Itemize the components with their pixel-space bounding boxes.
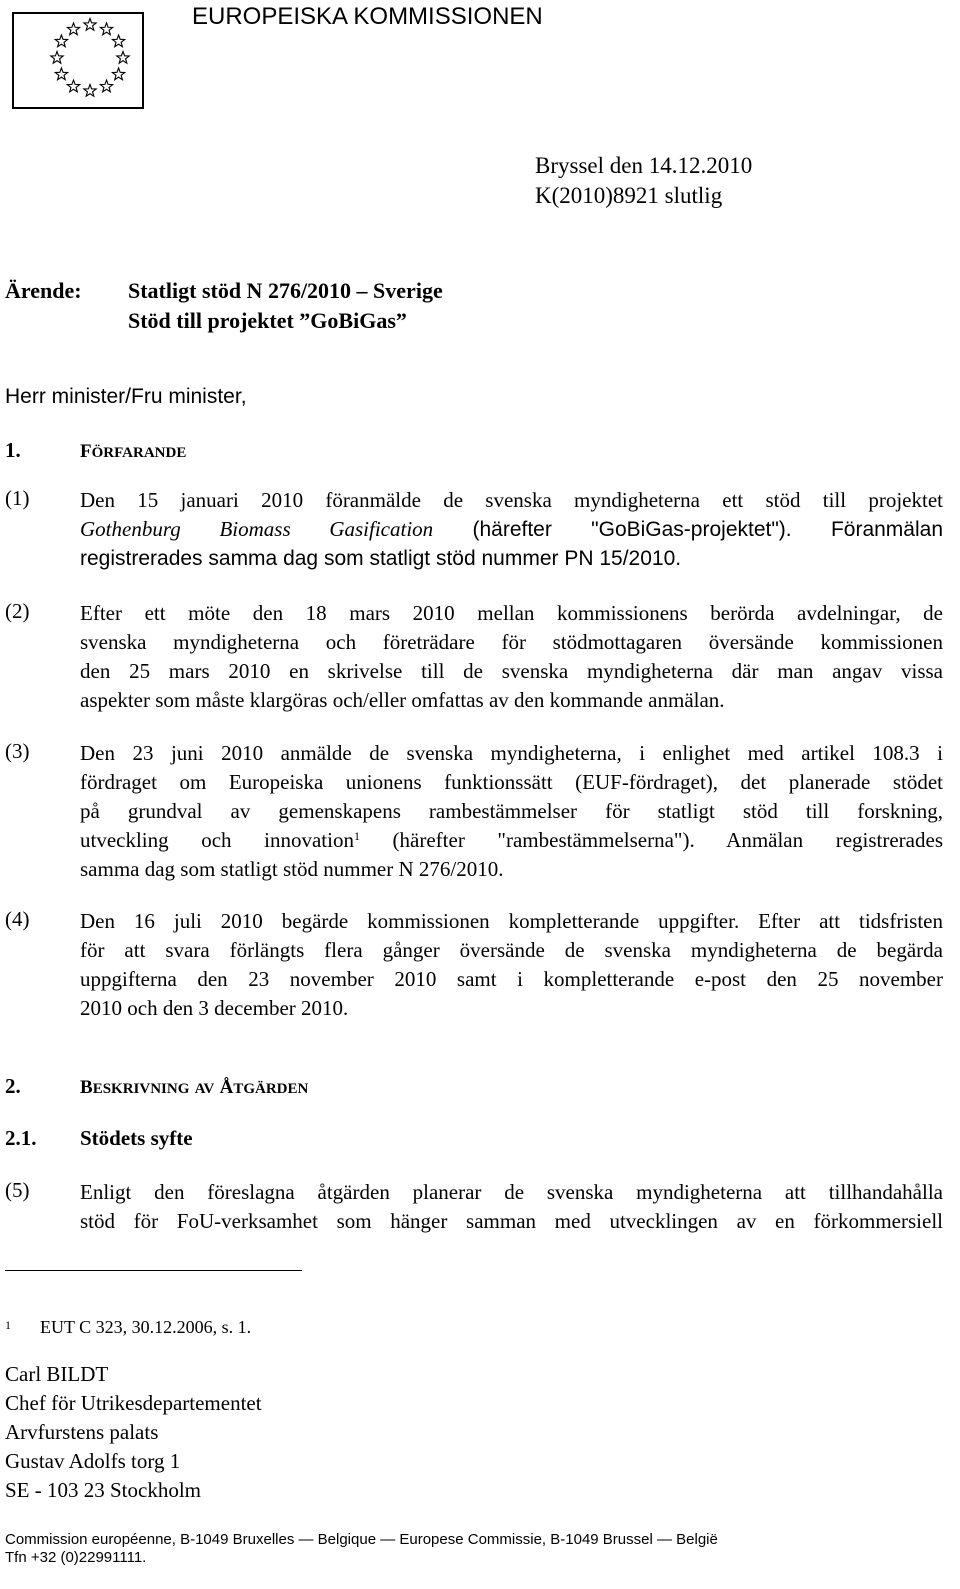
- footnote-ref: 1: [353, 829, 360, 843]
- section-1-heading: FÖRFARANDE: [80, 441, 187, 462]
- eu-stars-icon: [14, 14, 142, 107]
- eu-logo: [12, 12, 144, 109]
- institution-title: EUROPEISKA KOMMISSIONEN: [192, 3, 543, 30]
- star-icon: [67, 80, 79, 92]
- footnote-rule: [5, 1270, 302, 1271]
- address-line-4: Gustav Adolfs torg 1: [5, 1449, 181, 1473]
- star-icon: [112, 35, 124, 47]
- footer-address: Commission européenne, B-1049 Bruxelles — Belgique — Europese Commissie, B-1049 Brussel — België: [5, 1531, 718, 1548]
- star-icon: [67, 23, 79, 35]
- date-line: Bryssel den 14.12.2010: [535, 153, 753, 178]
- footnote-number: 1: [5, 1318, 11, 1332]
- star-icon: [100, 23, 112, 35]
- star-icon: [55, 68, 67, 80]
- address-line-1: Carl BILDT: [5, 1362, 109, 1386]
- paragraph-3: Den 23 juni 2010 anmälde de svenska myndigheterna, i enlighet med artikel 108.3 i fördraget om Europeiska unionens funktionssätt (EUF-fördraget), det planerade stödet på grundval av gemenskapens rambestämmelser för statligt stöd till forskning, utveckling och innovation$^1$ (härefter "rambestämmelserna"). Anmälan registrerades samma dag som statligt stöd nummer N 276/2010.: [80, 741, 943, 881]
- paragraph-2: Efter ett möte den 18 mars 2010 mellan kommissionens berörda avdelningar, de svenska myndigheterna och företrädare för stödmottagaren översände kommissionen den 25 mars 2010 en skrivelse till de svenska myndigheterna där man angav vissa aspekter som måste klargöras och/eller omfattas av den kommande anmälan.: [80, 601, 943, 712]
- subject-line-1: Statligt stöd N 276/2010 – Sverige: [128, 278, 443, 303]
- star-icon: [112, 68, 124, 80]
- address-line-5: SE - 103 23 Stockholm: [5, 1478, 202, 1502]
- paragraph-4: Den 16 juli 2010 begärde kommissionen kompletterande uppgifter. Efter att tidsfristen för att svara förlängts flera gånger översände de svenska myndigheterna de begärda uppgifterna den 23 november 2010 samt i kompletterande e-post den 25 november 2010 och den 3 december 2010.: [80, 909, 943, 1020]
- subject-label: Ärende:: [5, 278, 82, 303]
- paragraph-3-number: (3): [5, 739, 30, 763]
- section-2-heading: BESKRIVNING AV ÅTGÄRDEN: [80, 1077, 309, 1098]
- section-1-number: 1.: [5, 438, 21, 462]
- section-2-1-number: 2.1.: [5, 1126, 37, 1150]
- star-icon: [55, 35, 67, 47]
- footer-phone: Tfn +32 (0)22991111.: [5, 1549, 147, 1566]
- section-2-number: 2.: [5, 1074, 21, 1098]
- paragraph-1: Den 15 januari 2010 föranmälde de svenska myndigheterna ett stöd till projektet Gothenburg Biomass Gasification (härefter "GoBiGas-projektet"). Föranmälan registrerades samma dag som statligt stöd nummer PN 15/2010.: [80, 488, 943, 570]
- address-line-2: Chef för Utrikesdepartementet: [5, 1391, 262, 1415]
- paragraph-2-number: (2): [5, 599, 30, 623]
- star-icon: [84, 85, 96, 97]
- paragraph-1-number: (1): [5, 486, 30, 510]
- subject-line-2: Stöd till projektet ”GoBiGas”: [128, 308, 407, 333]
- star-icon: [51, 52, 63, 64]
- star-icon: [117, 52, 129, 64]
- footnote-text: EUT C 323, 30.12.2006, s. 1.: [40, 1317, 252, 1337]
- star-icon: [84, 19, 96, 31]
- paragraph-4-number: (4): [5, 907, 30, 931]
- star-icon: [100, 80, 112, 92]
- paragraph-5-number: (5): [5, 1178, 30, 1202]
- reference-line: K(2010)8921 slutlig: [535, 183, 723, 208]
- paragraph-5: Enligt den föreslagna åtgärden planerar de svenska myndigheterna att tillhandahålla stöd för FoU-verksamhet som hänger samman med utvecklingen av en förkommersiell: [80, 1180, 943, 1233]
- section-2-1-heading: Stödets syfte: [80, 1126, 193, 1150]
- salutation: Herr minister/Fru minister,: [5, 385, 247, 408]
- address-line-3: Arvfurstens palats: [5, 1420, 159, 1444]
